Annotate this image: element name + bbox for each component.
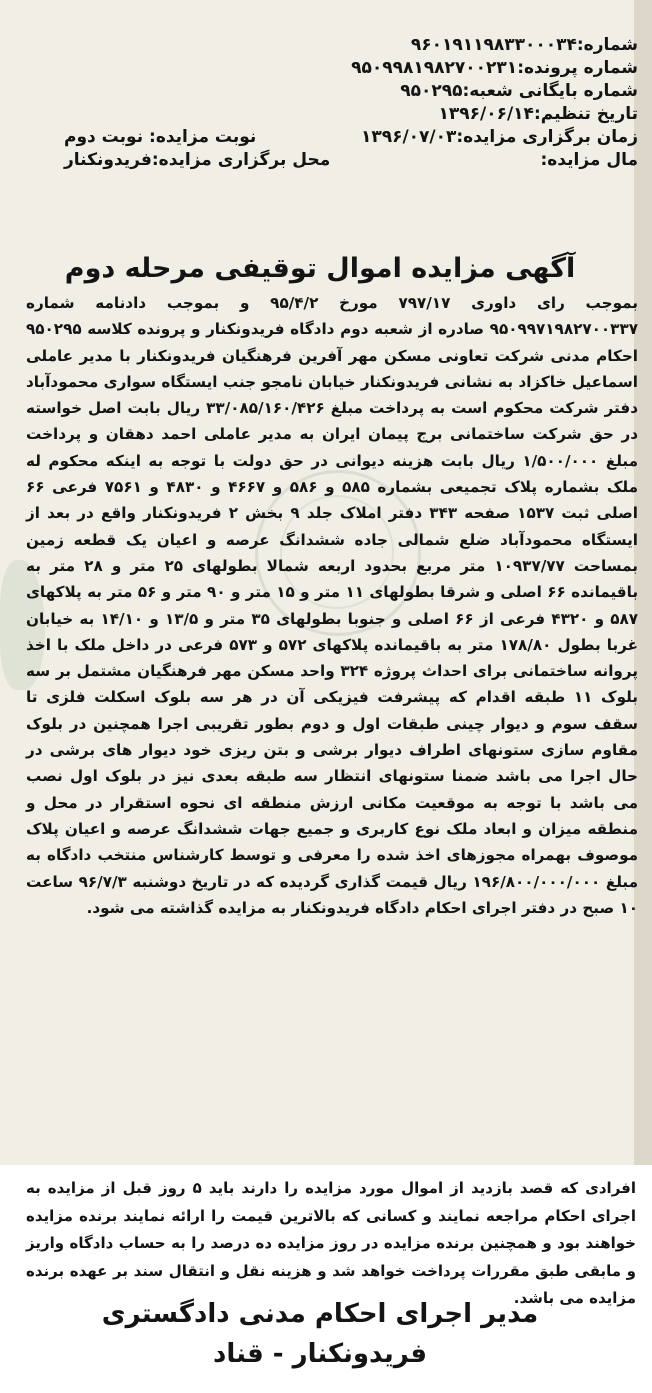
header-label: تاریخ تنظیم: bbox=[533, 104, 638, 124]
auction-time bbox=[361, 126, 638, 149]
auction-round-value: نوبت دوم bbox=[64, 127, 144, 147]
header-line-archive-number bbox=[28, 80, 638, 103]
auction-place-label: محل برگزاری مزایده: bbox=[151, 150, 331, 170]
auction-property-label: مال مزایده: bbox=[540, 150, 638, 170]
auction-place-value: فریدونکنار bbox=[64, 150, 152, 170]
header-row-property-place bbox=[28, 149, 638, 172]
header-row-time-round bbox=[28, 126, 638, 149]
header-value: ۹۵۰۲۹۵ bbox=[400, 81, 463, 101]
header-line-case-number bbox=[28, 57, 638, 80]
notice-body: بموجب رای داوری ۷۹۷/۱۷ مورخ ۹۵/۴/۲ و بموجب دادنامه شماره ۹۵۰۹۹۷۱۹۸۲۷۰۰۳۳۷ صادره از شعبه دوم دادگاه فریدونکنار و پرونده کلاسه ۹۵۰۲۹۵ احکام مدنی شرکت تعاونی مسکن مهر آفرین فرهنگیان فریدونکنار با مدیر عاملی اسماعیل خاکزاد به نشانی فریدونکنار خیابان نامجو جنب ایستگاه سواری محمودآباد دفتر شرکت محکوم است به پرداخت مبلغ ۳۳/۰۸۵/۱۶۰/۴۲۶ ریال بابت اصل خواسته در حق شرکت ساختمانی برج پیمان ایران به مدیر عاملی احمد دهقان و پرداخت مبلغ ۱/۵۰۰/۰۰۰ ریال بابت هزینه دیوانی در حق دولت با توجه به اینکه محکوم له ملک بشماره پلاک تجمیعی بشماره ۵۸۵ و ۵۸۶ و ۴۶۶۷ و ۴۸۳۰ و ۷۵۶۱ فرعی ۶۶ اصلی ثبت ۱۵۳۷ صفحه ۳۴۳ دفتر املاک جلد ۹ بخش ۲ فریدونکنار واقع در بعد از ایستگاه محمودآباد ضلع شمالی جاده ششدانگ عرصه و اعیان یک قطعه زمین بمساحت ۱۰۹۳۷/۷۷ متر مربع بحدود اربعه شمالا بطولهای ۲۵ متر و ۲۸ متر به باقیمانده ۶۶ اصلی و شرقا بطولهای ۱۱ متر و ۱۵ متر و ۹۰ متر و ۵۶ متر به پلاکهای ۵۸۷ و ۴۳۲۰ فرعی از ۶۶ اصلی و جنوبا بطولهای ۳۵ متر و ۱۳/۵ و ۱۴/۱۰ به خیابان غربا بطول ۱۷۸/۸۰ متر به باقیمانده پلاکهای ۵۷۲ و ۵۷۳ فرعی در داخل ملک با اخذ پروانه ساختمانی برای احداث پروژه ۳۲۴ واحد مسکن مهر فرهنگیان مشتمل بر سه بلوک ۱۱ طبقه اقدام که پیشرفت فیزیکی آن در هر سه بلوک اسکلت فلزی تا سقف سوم و دیوار چینی طبقات اول و دوم بطور تقریبی اجرا همچنین در بلوک مقاوم سازی ستونهای اطراف دیوار برشی و بتن ریزی خود دیوار های برشی در حال اجرا می باشد ضمنا ستونهای انتظار سه طبقه بعدی نیز در بلوک اول نصب می باشد با توجه به موقعیت مکانی ارزش منطقه ای نحوه استقرار در محل و منطقه میزان و ابعاد ملک نوع کاربری و جمیع جهات ششدانگ عرصه و اعیان پلاک موصوف بهمراه مجوزهای اخذ شده را معرفی و توسط کارشناس منتخب دادگاه به مبلغ ۱۹۶/۸۰۰/۰۰۰/۰۰۰ ریال قیمت گذاری گردیده که در تاریخ دوشنبه ۹۶/۷/۳ ساعت ۱۰ صبح در دفتر اجرای احکام دادگاه فریدونکنار به مزایده گذاشته می شود. bbox=[26, 294, 639, 917]
header-value: ۹۵۰۹۹۸۱۹۸۲۷۰۰۲۳۱ bbox=[351, 58, 518, 78]
signature-line-name: فریدونکنار - قناد bbox=[212, 1339, 427, 1369]
header-value: ۹۶۰۱۹۱۱۹۸۳۳۰۰۰۳۴ bbox=[410, 35, 577, 55]
auction-place bbox=[28, 149, 330, 172]
notice-header bbox=[28, 34, 638, 172]
header-label: شماره: bbox=[576, 35, 638, 55]
auction-round-label: نوبت مزایده: bbox=[149, 127, 257, 147]
signature-line-title: مدیر اجرای احکام مدنی دادگستری bbox=[101, 1299, 539, 1329]
auction-round bbox=[28, 126, 256, 149]
header-line-number bbox=[28, 34, 638, 57]
auction-time-label: زمان برگزاری مزایده: bbox=[456, 127, 638, 147]
header-label: شماره پرونده: bbox=[517, 58, 638, 78]
header-line-issue-date bbox=[28, 103, 638, 126]
auction-time-value: ۱۳۹۶/۰۷/۰۳ bbox=[360, 127, 457, 147]
header-value: ۱۳۹۶/۰۶/۱۴ bbox=[438, 104, 534, 124]
notice-title: آگهی مزایده اموال توقیفی مرحله دوم bbox=[64, 253, 576, 284]
header-label: شماره بایگانی شعبه: bbox=[462, 81, 638, 101]
visit-instructions: افرادی که قصد بازدید از اموال مورد مزایده را دارند باید ۵ روز قبل از مزایده به اجرای احکام مراجعه نمایند و کسانی که بالاترین قیمت را ارائه نمایند برنده مزایده خواهند بود و همچنین برنده مزایده در روز مزایده ده درصد را به حساب دادگاه واریز و مابقی طبق مقررات پرداخت خواهد شد و هزینه نقل و انتقال سند بر عهده برنده مزایده می باشد. bbox=[26, 1179, 636, 1307]
signature-block bbox=[20, 1294, 620, 1374]
